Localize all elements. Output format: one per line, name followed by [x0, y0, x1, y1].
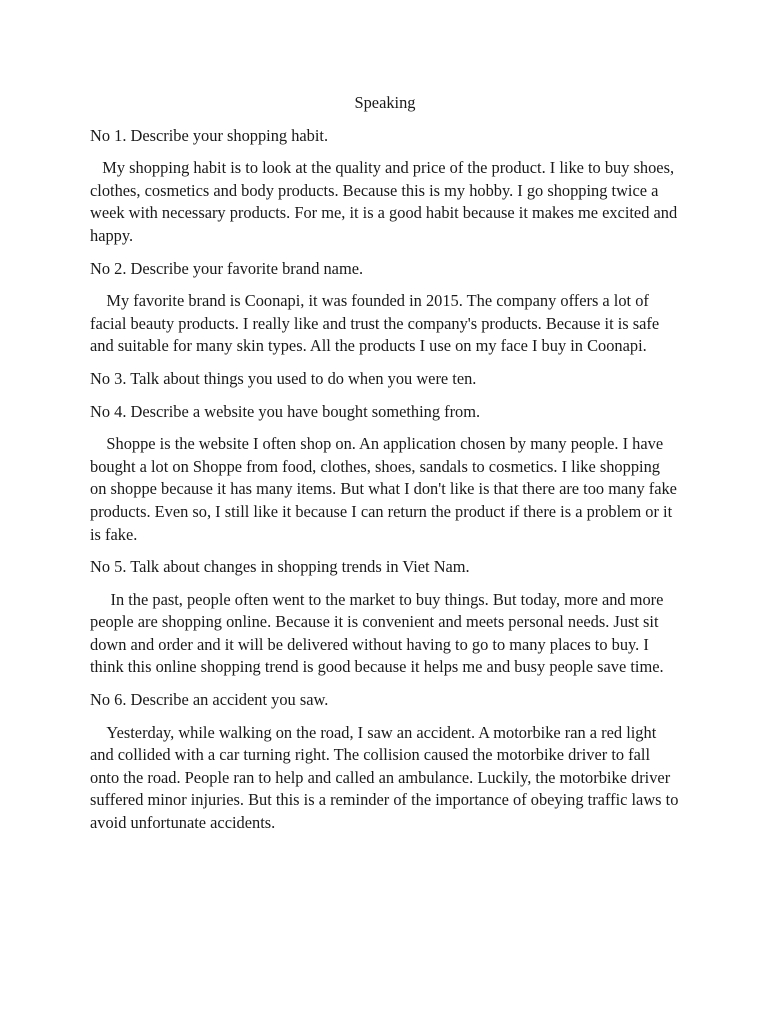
question-4: No 4. Describe a website you have bought something from.	[90, 401, 481, 421]
answer-4: Shoppe is the website I often shop on. An application chosen by many people. I have bought a lot on Shoppe from food, clothes, shoes, sandals to cosmetics. I like shopping on shoppe because it has many items. But what I don't like is that there are too many fake products. Even so, I still like it because I can return the product if there is a problem or it is fake.	[90, 434, 682, 544]
answer-1: My shopping habit is to look at the quality and price of the product. I like to buy shoes, clothes, cosmetics and body products. Because this is my hobby. I go shopping twice a week with necessary products. For me, it is a good habit because it makes me excited and happy.	[90, 158, 682, 245]
answer-2: My favorite brand is Coonapi, it was founded in 2015. The company offers a lot of facial beauty products. I really like and trust the company's products. Because it is safe and suitable for many skin types. All the products I use on my face I buy in Coonapi.	[90, 291, 664, 356]
question-6: No 6. Describe an accident you saw.	[90, 690, 329, 710]
question-1: No 1. Describe your shopping habit.	[90, 125, 329, 145]
answer-6: Yesterday, while walking on the road, I saw an accident. A motorbike ran a red light and collided with a car turning right. The collision caused the motorbike driver to fall onto the road. People ran to help and called an ambulance. Luckily, the motorbike driver suffered minor injuries. But this is a reminder of the importance of obeying traffic laws to avoid unfortunate accidents.	[90, 722, 683, 833]
question-3: No 3. Talk about things you used to do when you were ten.	[90, 368, 477, 388]
document-page	[90, 92, 683, 845]
document-title: Speaking	[354, 93, 416, 112]
question-5: No 5. Talk about changes in shopping trends in Viet Nam.	[90, 557, 470, 577]
question-2: No 2. Describe your favorite brand name.	[90, 258, 364, 278]
answer-5: In the past, people often went to the market to buy things. But today, more and more people are shopping online. Because it is convenient and meets personal needs. Just sit down and order and it will be delivered without having to go to many places to buy. I think this online shopping trend is good because it helps me and busy people save time.	[90, 589, 668, 677]
